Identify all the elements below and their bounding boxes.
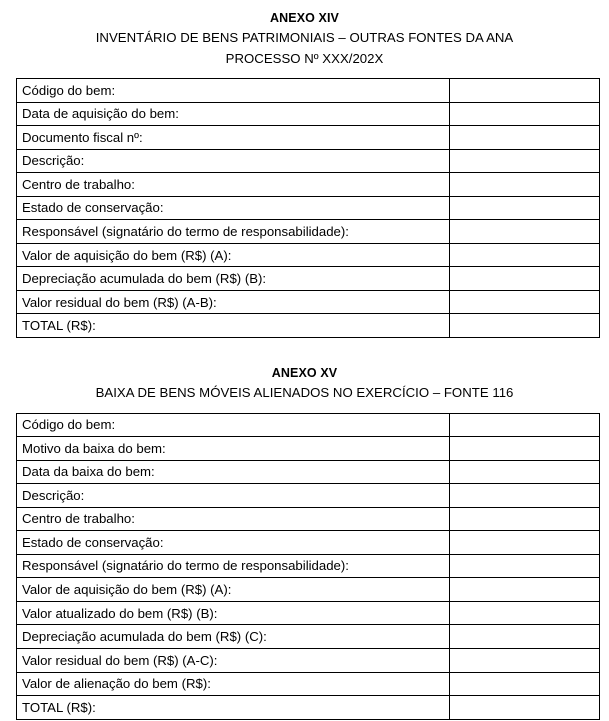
anexo-xv-title: ANEXO XV — [271, 366, 338, 381]
row-value-field[interactable] — [450, 484, 600, 508]
row-value-field[interactable] — [450, 102, 600, 126]
row-value-field[interactable] — [450, 578, 600, 602]
row-value-field[interactable] — [450, 601, 600, 625]
anexo-xiv-subtitle-line-1: INVENTÁRIO DE BENS PATRIMONIAIS – OUTRAS FONTES DA ANA — [95, 30, 514, 45]
row-label: Valor residual do bem (R$) (A-C): — [17, 648, 450, 672]
table-row — [17, 696, 600, 720]
row-label: Código do bem: — [17, 79, 450, 103]
table-row — [17, 578, 600, 602]
table-row — [17, 484, 600, 508]
row-label: Valor de aquisição do bem (R$) (A): — [17, 578, 450, 602]
row-value-field[interactable] — [450, 507, 600, 531]
row-label-total: TOTAL (R$): — [17, 314, 450, 338]
table-row — [17, 243, 600, 267]
anexo-xv-heading-block — [0, 338, 609, 404]
row-value-field[interactable] — [450, 220, 600, 244]
row-label: Valor de aquisição do bem (R$) (A): — [17, 243, 450, 267]
table-row — [17, 220, 600, 244]
row-label: Documento fiscal nº: — [17, 126, 450, 150]
table-row — [17, 437, 600, 461]
anexo-xv-subtitle-line-1: BAIXA DE BENS MÓVEIS ALIENADOS NO EXERCÍCIO – FONTE 116 — [95, 385, 514, 401]
table-row — [17, 554, 600, 578]
row-value-field[interactable] — [450, 648, 600, 672]
row-label: Valor residual do bem (R$) (A-B): — [17, 290, 450, 314]
table-row — [17, 267, 600, 291]
anexo-xiv-table-body — [17, 79, 600, 338]
row-label: Depreciação acumulada do bem (R$) (C): — [17, 625, 450, 649]
row-value-field[interactable] — [450, 196, 600, 220]
row-label: Valor atualizado do bem (R$) (B): — [17, 601, 450, 625]
table-row — [17, 290, 600, 314]
anexo-xiv-title: ANEXO XIV — [270, 11, 339, 25]
row-label: Motivo da baixa do bem: — [17, 437, 450, 461]
row-value-field[interactable] — [450, 126, 600, 150]
table-row — [17, 314, 600, 338]
row-label: Responsável (signatário do termo de responsabilidade): — [17, 220, 450, 244]
row-value-field[interactable] — [450, 625, 600, 649]
table-row — [17, 413, 600, 437]
row-label: Descrição: — [17, 149, 450, 173]
table-row — [17, 196, 600, 220]
row-value-field[interactable] — [450, 460, 600, 484]
row-value-field[interactable] — [450, 267, 600, 291]
table-row — [17, 126, 600, 150]
table-row — [17, 601, 600, 625]
row-label: Data da baixa do bem: — [17, 460, 450, 484]
table-row — [17, 102, 600, 126]
row-value-field[interactable] — [450, 173, 600, 197]
row-label: Descrição: — [17, 484, 450, 508]
table-row — [17, 625, 600, 649]
table-row — [17, 79, 600, 103]
row-label: Centro de trabalho: — [17, 507, 450, 531]
row-label-total: TOTAL (R$): — [17, 696, 450, 720]
row-value-field[interactable] — [450, 531, 600, 555]
row-label: Valor de alienação do bem (R$): — [17, 672, 450, 696]
row-value-field-total[interactable] — [450, 314, 600, 338]
table-row — [17, 507, 600, 531]
table-row — [17, 173, 600, 197]
row-value-field-total[interactable] — [450, 696, 600, 720]
anexo-xv-form-table — [16, 413, 600, 720]
table-row — [17, 531, 600, 555]
anexo-xiv-heading-block — [0, 0, 609, 69]
row-label: Centro de trabalho: — [17, 173, 450, 197]
row-label: Código do bem: — [17, 413, 450, 437]
row-value-field[interactable] — [450, 554, 600, 578]
row-value-field[interactable] — [450, 149, 600, 173]
row-value-field[interactable] — [450, 437, 600, 461]
table-row — [17, 460, 600, 484]
table-row — [17, 648, 600, 672]
row-value-field[interactable] — [450, 413, 600, 437]
row-label: Estado de conservação: — [17, 196, 450, 220]
table-row — [17, 672, 600, 696]
row-label: Data de aquisição do bem: — [17, 102, 450, 126]
row-value-field[interactable] — [450, 290, 600, 314]
table-row — [17, 149, 600, 173]
anexo-xiv-subtitle-line-2: PROCESSO Nº XXX/202X — [225, 50, 384, 66]
row-label: Depreciação acumulada do bem (R$) (B): — [17, 267, 450, 291]
row-value-field[interactable] — [450, 672, 600, 696]
row-label: Responsável (signatário do termo de responsabilidade): — [17, 554, 450, 578]
anexo-xv-table-body — [17, 413, 600, 719]
anexo-xiv-form-table — [16, 78, 600, 338]
row-value-field[interactable] — [450, 79, 600, 103]
row-value-field[interactable] — [450, 243, 600, 267]
row-label: Estado de conservação: — [17, 531, 450, 555]
